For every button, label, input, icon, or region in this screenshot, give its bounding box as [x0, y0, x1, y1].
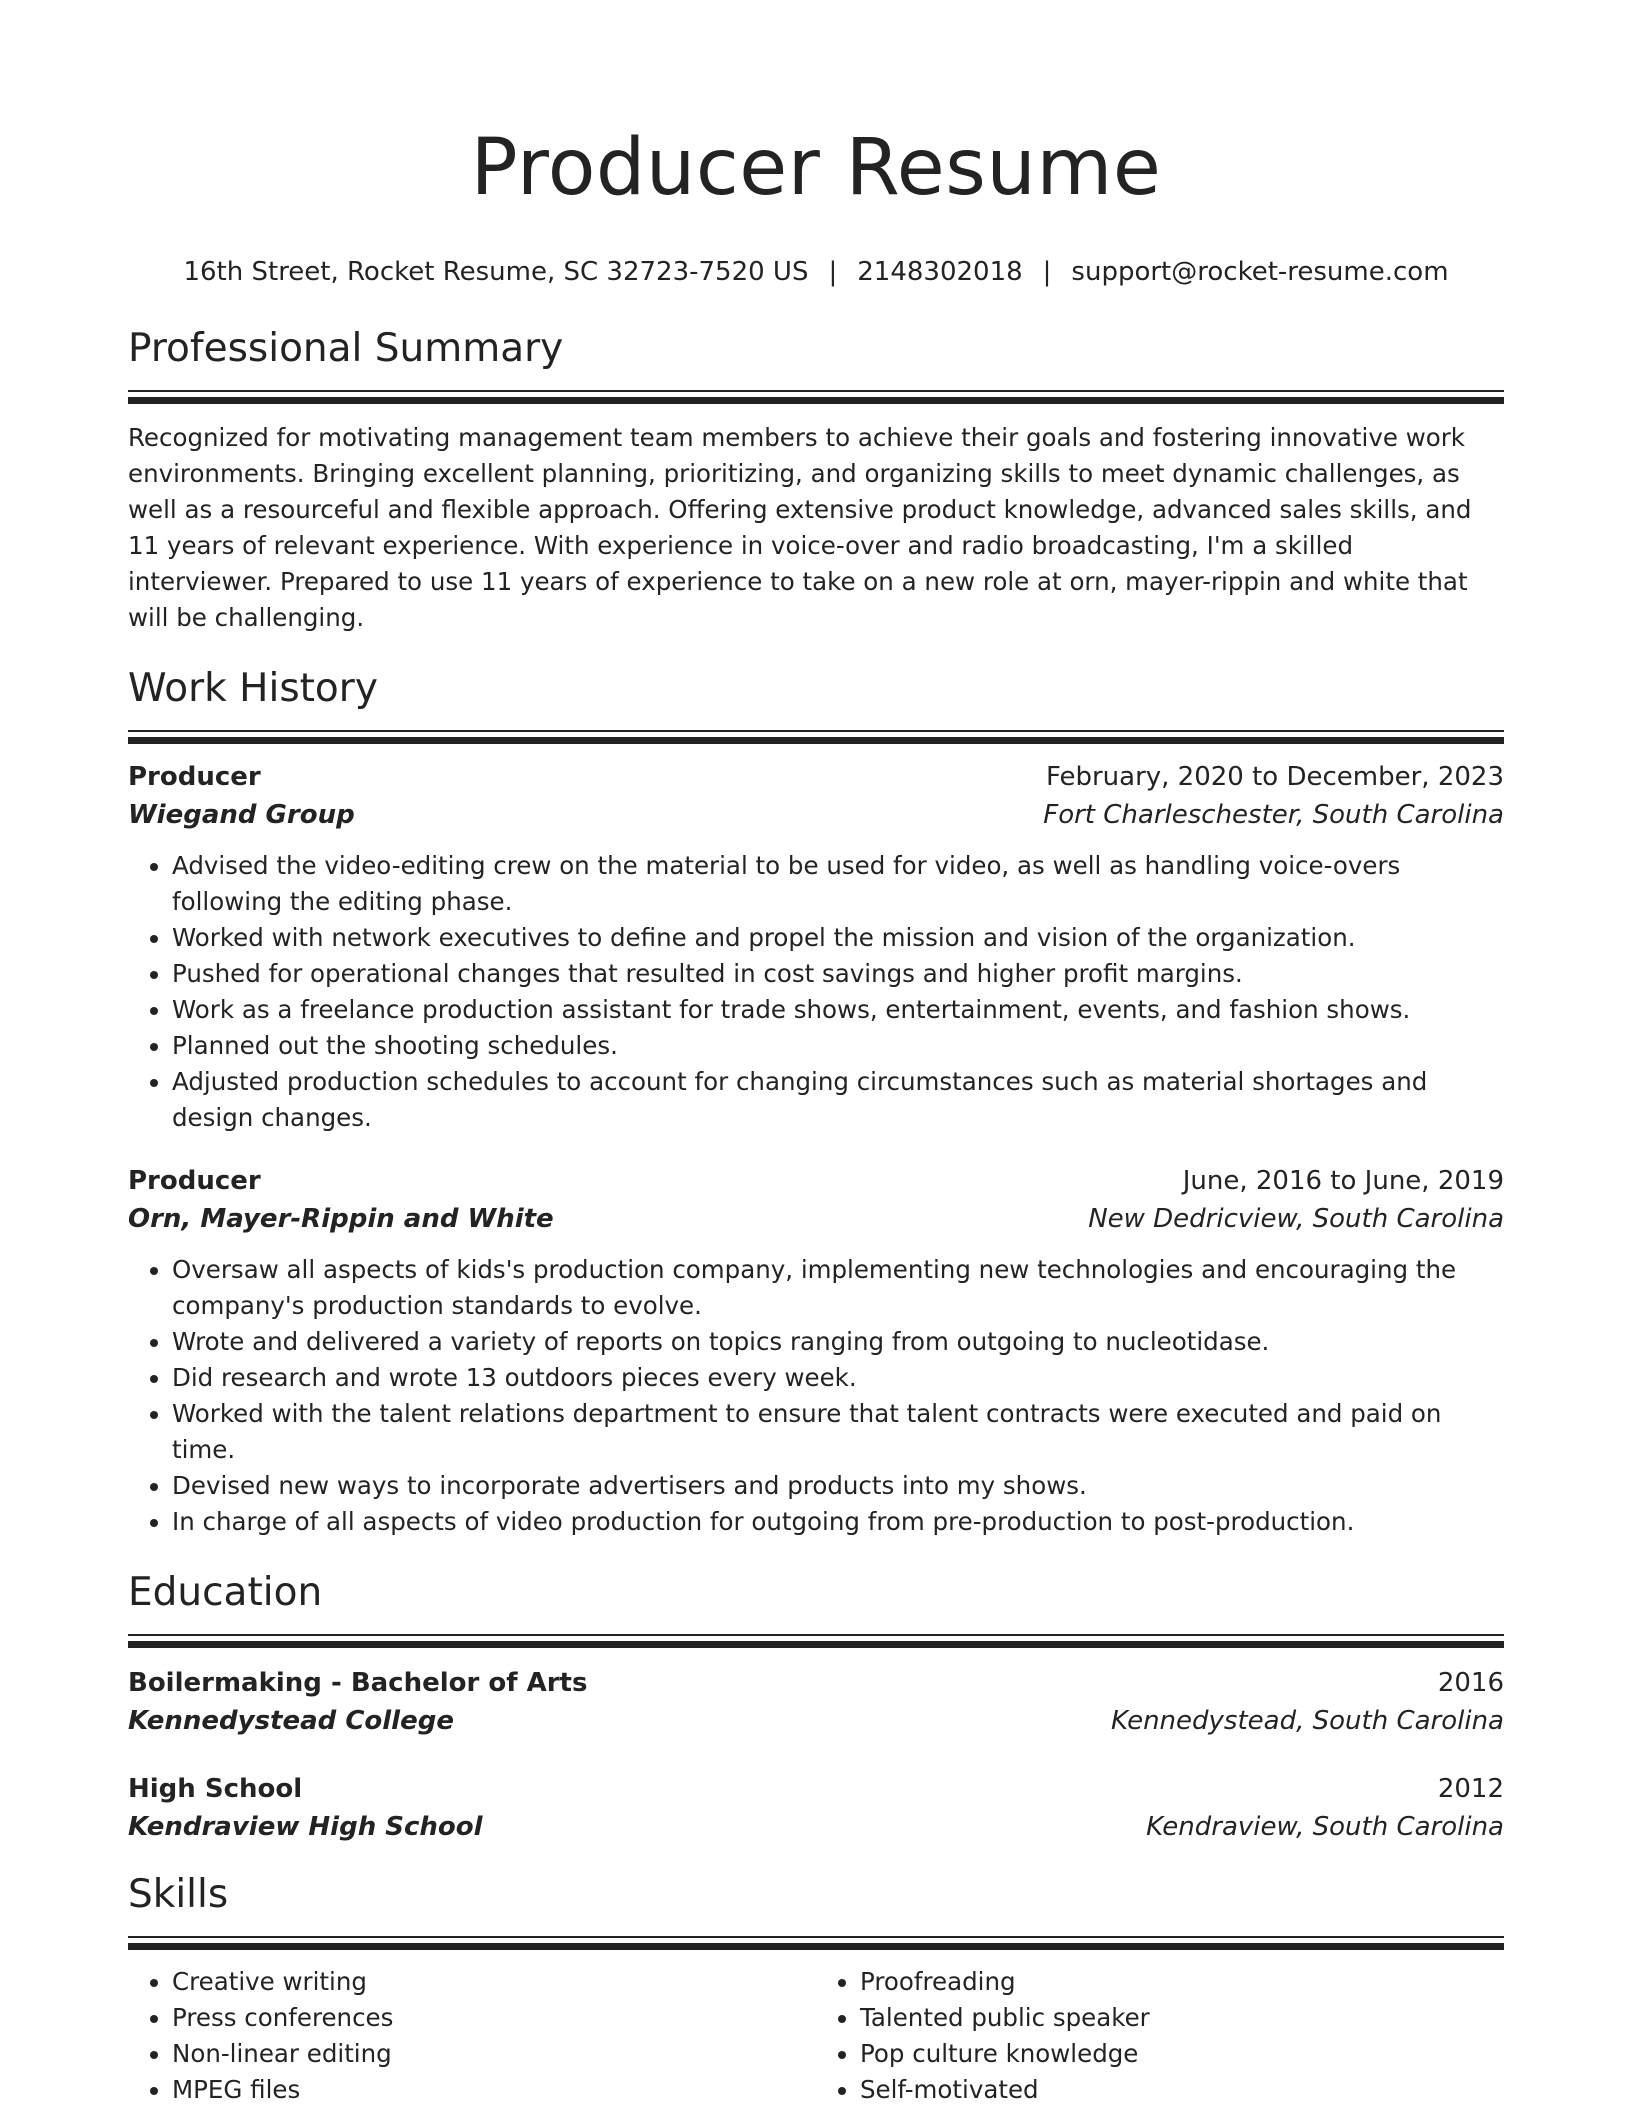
employer: Wiegand Group	[128, 800, 355, 830]
list-item: • Work as a freelance production assistant for trade shows, entertainment, events, and fashion shows.	[172, 992, 1504, 1028]
skill-item: • Self-motivated	[860, 2072, 1504, 2108]
section-divider	[128, 730, 1504, 744]
list-item: • Adjusted production schedules to account for changing circumstances such as material shortages and design changes.	[172, 1064, 1504, 1136]
job-title: Producer	[128, 762, 261, 792]
skills-list-left	[128, 1964, 816, 2108]
skill-item: • Proofreading	[860, 1964, 1504, 2000]
school-location: Kendraview, South Carolina	[1146, 1812, 1504, 1842]
job-dates: February, 2020 to December, 2023	[1045, 762, 1504, 792]
section-title-work: Work History	[128, 666, 378, 711]
skills-section	[128, 1870, 1504, 2108]
graduation-year: 2012	[1437, 1774, 1504, 1804]
education-section	[128, 1568, 1504, 1846]
work-history-section	[128, 664, 1504, 1540]
separator: |	[828, 257, 838, 287]
section-divider	[128, 1936, 1504, 1950]
list-item: • Advised the video-editing crew on the material to be used for video, as well as handling voice-overs following the editing phase.	[172, 848, 1504, 920]
degree: Boilermaking - Bachelor of Arts	[128, 1668, 588, 1698]
separator: |	[1042, 257, 1052, 287]
section-divider	[128, 390, 1504, 404]
degree: High School	[128, 1774, 303, 1804]
list-item: • Devised new ways to incorporate advertisers and products into my shows.	[172, 1468, 1504, 1504]
skill-item: • Press conferences	[172, 2000, 816, 2036]
contact-line	[128, 254, 1504, 290]
school-name: Kennedystead College	[128, 1706, 454, 1736]
skill-item: • Creative writing	[172, 1964, 816, 2000]
job-entry	[128, 758, 1504, 1136]
job-location: Fort Charleschester, South Carolina	[1043, 800, 1504, 830]
address: 16th Street, Rocket Resume, SC 32723-7520 US	[183, 257, 809, 287]
summary-text: Recognized for motivating management team members to achieve their goals and fostering innovative work environments. Bringing excellent planning, prioritizing, and organizing skills to meet dynamic challenges, as well as a resourceful and flexible approach. Offering extensive product knowledge, advanced sales skills, and 11 years of relevant experience. With experience in voice-over and radio broadcasting, I'm a skilled interviewer. Prepared to use 11 years of experience to take on a new role at orn, mayer-rippin and white that will be challenging.	[128, 423, 1472, 632]
section-title-skills: Skills	[128, 1872, 229, 1917]
school-name: Kendraview High School	[128, 1812, 483, 1842]
job-bullets	[128, 1252, 1504, 1540]
section-title-education: Education	[128, 1570, 323, 1615]
section-title-summary: Professional Summary	[128, 326, 564, 371]
education-entry	[128, 1664, 1504, 1740]
skill-item: • MPEG files	[172, 2072, 816, 2108]
skills-list-right	[816, 1964, 1504, 2108]
list-item: • Oversaw all aspects of kids's production company, implementing new technologies and encouraging the company's production standards to evolve.	[172, 1252, 1504, 1324]
list-item: • In charge of all aspects of video production for outgoing from pre-production to post-production.	[172, 1504, 1504, 1540]
school-location: Kennedystead, South Carolina	[1110, 1706, 1504, 1736]
skill-item: • Non-linear editing	[172, 2036, 816, 2072]
list-item: • Pushed for operational changes that resulted in cost savings and higher profit margins.	[172, 956, 1504, 992]
section-divider	[128, 1634, 1504, 1648]
email: support@rocket-resume.com	[1071, 257, 1449, 287]
list-item: • Wrote and delivered a variety of reports on topics ranging from outgoing to nucleotidase.	[172, 1324, 1504, 1360]
skill-item: • Talented public speaker	[860, 2000, 1504, 2036]
skills-columns	[128, 1964, 1504, 2108]
job-title: Producer	[128, 1166, 261, 1196]
job-entry	[128, 1162, 1504, 1540]
list-item: • Planned out the shooting schedules.	[172, 1028, 1504, 1064]
phone: 2148302018	[857, 257, 1023, 287]
job-location: New Dedricview, South Carolina	[1088, 1204, 1504, 1234]
list-item: • Worked with network executives to define and propel the mission and vision of the organization.	[172, 920, 1504, 956]
job-bullets	[128, 848, 1504, 1136]
employer: Orn, Mayer-Rippin and White	[128, 1204, 554, 1234]
job-dates: June, 2016 to June, 2019	[1182, 1166, 1504, 1196]
resume-title: Producer Resume	[470, 123, 1162, 213]
list-item: • Worked with the talent relations department to ensure that talent contracts were executed and paid on time.	[172, 1396, 1504, 1468]
graduation-year: 2016	[1437, 1668, 1504, 1698]
skill-item: • Pop culture knowledge	[860, 2036, 1504, 2072]
list-item: • Did research and wrote 13 outdoors pieces every week.	[172, 1360, 1504, 1396]
summary-section	[128, 324, 1504, 636]
education-entry	[128, 1770, 1504, 1846]
